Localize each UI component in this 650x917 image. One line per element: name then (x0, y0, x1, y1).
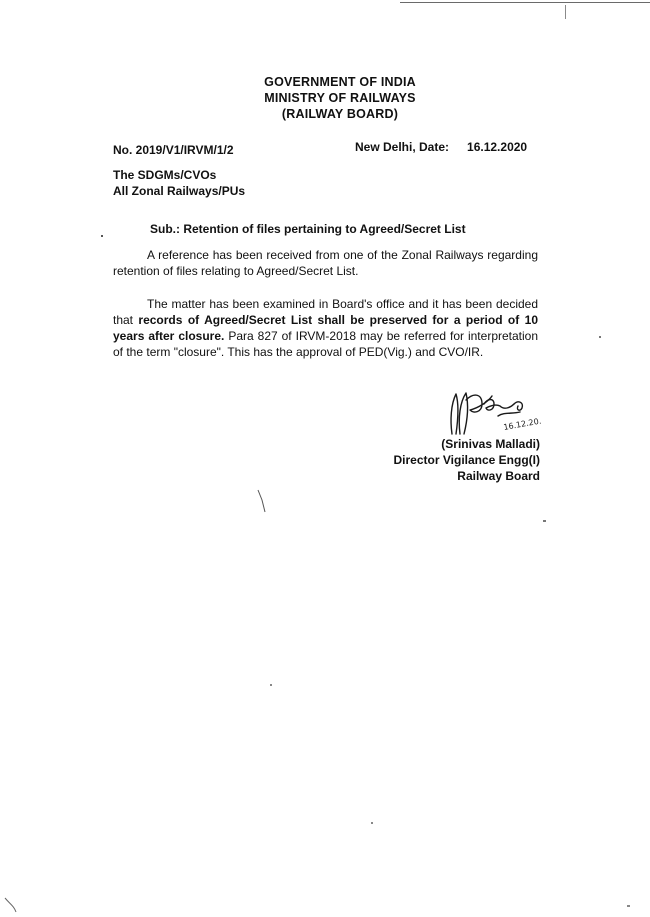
signatory-office: Railway Board (457, 469, 540, 483)
scan-dot (371, 822, 373, 824)
date-value: 16.12.2020 (467, 140, 528, 154)
addressee-block (113, 167, 245, 199)
handwritten-signature (438, 390, 563, 440)
letterhead-board: (RAILWAY BOARD) (281, 107, 399, 121)
scan-speck (256, 488, 268, 514)
scan-dot (543, 520, 546, 522)
signatory-name: (Srinivas Malladi) (441, 437, 540, 451)
scan-corner-mark (2, 896, 22, 914)
paragraph-2-emphasis: records of Agreed/Secret List shall be preserved for a period of 10 years after closure. (113, 313, 538, 343)
signature-date: 16.12.20. (502, 416, 542, 432)
reference-number: No. 2019/V1/IRVM/1/2 (113, 143, 234, 157)
paragraph-1 (113, 247, 538, 279)
letterhead (240, 74, 440, 122)
scan-dot (627, 905, 630, 907)
signatory-designation: Director Vigilance Engg(I) (393, 453, 540, 467)
scan-dot (101, 235, 103, 237)
paragraph-2-text-start: The matter has been examined in Board's office and it has been decided that (113, 297, 538, 327)
letterhead-ministry: MINISTRY OF RAILWAYS (264, 91, 416, 105)
date-label: New Delhi, Date: (355, 140, 450, 154)
signature-scribble (438, 390, 563, 440)
signature-block (390, 436, 540, 484)
paragraph-2-text-end: Para 827 of IRVM-2018 may be referred for interpretation of the term "closure". This has the approval of PED(Vig.) and CVO/IR. (113, 329, 539, 359)
scan-edge-mark (565, 5, 566, 19)
subject-line: Sub.: Retention of files pertaining to Agreed/Secret List (150, 222, 466, 236)
scan-dot (270, 684, 272, 686)
addressee-line-1: The SDGMs/CVOs (113, 168, 217, 182)
scan-dot (599, 336, 601, 338)
paragraph-1-text: A reference has been received from one of the Zonal Railways regarding retention of files relating to Agreed/Secret List. (113, 248, 538, 278)
date-line (355, 140, 527, 154)
scan-edge-line (400, 2, 650, 3)
letterhead-government: GOVERNMENT OF INDIA (264, 75, 416, 89)
addressee-line-2: All Zonal Railways/PUs (113, 184, 246, 198)
paragraph-2 (113, 296, 538, 360)
